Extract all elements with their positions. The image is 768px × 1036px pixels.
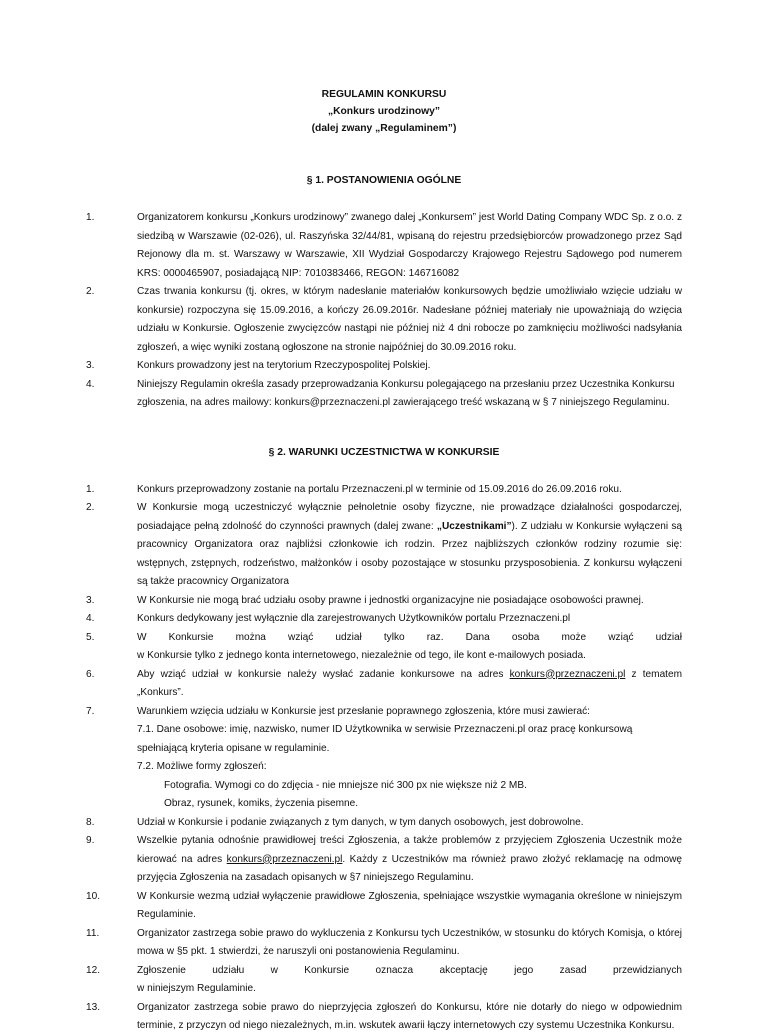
list-item	[86, 666, 682, 703]
sub-item-detail: Obraz, rysunek, komiks, życzenia pisemne.	[164, 798, 359, 809]
item-number: 3.	[86, 594, 95, 606]
item-number: 6.	[86, 668, 95, 680]
item-number: 7.	[86, 705, 95, 717]
item-text-line: Zgłoszenie udziału w Konkursie oznacza akceptację jego zasad przewidzianych	[137, 964, 682, 976]
list-item	[86, 925, 682, 962]
item-number: 4.	[86, 378, 95, 390]
title-line-1: REGULAMIN KONKURSU	[321, 89, 447, 100]
email-link[interactable]: konkurs@przeznaczeni.pl	[226, 853, 343, 865]
item-number: 11.	[86, 927, 100, 939]
section-1-heading: § 1. POSTANOWIENIA OGÓLNE	[306, 175, 462, 186]
item-text-line: w Konkursie tylko z jednego konta internetowego, niezależnie od tego, ile kont e-mailowych posiada.	[137, 650, 586, 661]
list-item	[86, 832, 682, 888]
list-item	[86, 592, 682, 611]
item-number: 10.	[86, 890, 101, 902]
section-2-heading: § 2. WARUNKI UCZESTNICTWA W KONKURSIE	[268, 446, 500, 458]
item-text: Konkurs prowadzony jest na terytorium Rzeczypospolitej Polskiej.	[137, 360, 431, 371]
section-2-list	[86, 481, 682, 1036]
sub-item: 7.2. Możliwe formy zgłoszeń:	[137, 761, 267, 772]
item-text: Niniejszy Regulamin określa zasady przeprowadzania Konkursu polegającego na przesłaniu przez Uczestnika Konkursu zgłoszenia, na adres mailowy: konkurs@przeznaczeni.pl zawierającego treść wskazaną w § 7 niniejszego Regulaminu.	[137, 378, 675, 408]
item-number: 4.	[86, 613, 95, 624]
item-number: 5.	[86, 631, 95, 643]
item-text-part: Aby wziąć udział w konkursie należy wysłać zadanie konkursowe na adres	[137, 668, 510, 680]
item-text: Konkurs dedykowany jest wyłącznie dla zarejestrowanych Użytkowników portalu Przeznaczeni.pl	[137, 613, 571, 624]
item-text-part: Wszelkie pytania odnośnie prawidłowej treści Zgłoszenia, a także problemów z przyjęciem Zgłoszenia Uczestnik może kierować na adres	[137, 835, 682, 865]
list-item	[86, 629, 682, 666]
list-item	[86, 481, 682, 500]
item-number: 1.	[86, 212, 95, 223]
section-1-list	[86, 209, 682, 413]
item-text: Organizator zastrzega sobie prawo do wykluczenia z Konkursu tych Uczestników, w stosunku do których Komisja, o której mowa w §5 pkt. 1 stwierdzi, że naruszyli oni postanowienia Regulaminu.	[137, 927, 682, 957]
title-line-3: (dalej zwany „Regulaminem”)	[311, 123, 457, 134]
sub-item: 7.1. Dane osobowe: imię, nazwisko, numer ID Użytkownika w serwisie Przeznaczeni.pl oraz pracę konkursową spełniającą kryteria opisane w regulaminie.	[137, 724, 633, 754]
item-text: W Konkursie wezmą udział wyłączenie prawidłowe Zgłoszenia, spełniające wszystkie wymagania określone w niniejszym Regulaminie.	[137, 890, 682, 920]
item-text-line: w niniejszym Regulaminie.	[137, 983, 256, 994]
item-text: Organizatorem konkursu „Konkurs urodzinowy” zwanego dalej „Konkursem” jest World Dating Company WDC Sp. z o.o. z siedzibą w Warszawie (02-026), ul. Raszyńska 32/44/81, wpisaną do rejestru przedsiębiorców prowadzonego przez Sąd Rejonowy dla m. st. Warszawy w Warszawie, XII Wydział Gospodarczy Krajowego Rejestru Sądowego pod numerem KRS: 0000465907, posiadającą NIP: 7010383466, REGON: 146716082	[137, 212, 682, 279]
list-item	[86, 962, 682, 999]
item-text-part: W Konkursie mogą uczestniczyć wyłącznie pełnoletnie osoby fizyczne, nie prowadzące działalności gospodarczej, posiadające pełną zdolność do czynności prawnych (dalej zwane:	[137, 502, 682, 532]
item-text-part: . Każdy z Uczestników ma również prawo złożyć reklamację na odmowę przyjęcia Zgłoszenia na zasadach opisanych w §7 niniejszego Regulaminu.	[137, 853, 683, 883]
item-number: 2.	[86, 502, 95, 513]
sub-item-detail: Fotografia. Wymogi co do zdjęcia - nie mniejsze nić 300 px nie większe niż 2 MB.	[164, 779, 527, 791]
list-item	[86, 499, 682, 592]
document-title	[86, 86, 682, 137]
item-text-part: ). Z udziału w Konkursie wyłączeni są pracownicy Organizatora oraz najbliżsi członkowie ich rodzin. Przez najbliższych członków rodziny rozumie się: wstępnych, zstępnych, rodzeństwo, małżonków i osoby pozostające w stosunku przysposobienia. Z konkursu wyłączeni są także pracownicy Organizatora	[137, 520, 682, 587]
item-text-part: z tematem „Konkurs”.	[137, 668, 683, 698]
item-text: Udział w Konkursie i podanie związanych z tym danych, w tym danych osobowych, jest dobrowolne.	[137, 816, 584, 828]
item-number: 12.	[86, 964, 101, 976]
list-item	[86, 283, 682, 357]
item-text: Czas trwania konkursu (tj. okres, w którym nadesłanie materiałów konkursowych będzie umożliwiało wzięcie udziału w konkursie) rozpoczyna się 15.09.2016, a kończy 26.09.2016r. Nadesłane później materiały nie upoważniają do wzięcia udziału w Konkursie. Ogłoszenie zwycięzców nastąpi nie później niż 4 dni robocze po zamknięciu możliwości nadsyłania zgłoszeń, a więc wyniki zostaną ogłoszone na stronie najpóźniej do 30.09.2016 roku.	[137, 286, 682, 353]
item-number: 2.	[86, 286, 95, 297]
list-item	[86, 999, 682, 1036]
title-line-2: „Konkurs urodzinowy”	[327, 106, 441, 117]
participants-term: „Uczestnikami”	[436, 520, 512, 532]
item-number: 9.	[86, 835, 95, 846]
list-item	[86, 209, 682, 283]
item-text: Konkurs przeprowadzony zostanie na portalu Przeznaczeni.pl w terminie od 15.09.2016 do 26.09.2016 roku.	[137, 483, 622, 495]
item-number: 1.	[86, 483, 95, 495]
list-item	[86, 703, 682, 814]
item-text: W Konkursie nie mogą brać udziału osoby prawne i jednostki organizacyjne nie posiadające osobowości prawnej.	[137, 594, 644, 606]
item-number: 13.	[86, 1001, 101, 1013]
list-item	[86, 376, 682, 413]
list-item	[86, 814, 682, 833]
item-text: Organizator zastrzega sobie prawo do nieprzyjęcia zgłoszeń do Konkursu, które nie dotarły do niego w odpowiednim terminie, z przyczyn od niego niezależnych, m.in. wskutek awarii łączy internetowych czy systemu Uczestnika Konkursu.	[137, 1001, 682, 1031]
list-item	[86, 888, 682, 925]
item-text: Warunkiem wzięcia udziału w Konkursie jest przesłanie poprawnego zgłoszenia, które musi zawierać:	[137, 705, 590, 717]
item-number: 3.	[86, 360, 95, 371]
list-item	[86, 610, 682, 629]
list-item	[86, 357, 682, 376]
item-number: 8.	[86, 816, 95, 828]
email-link[interactable]: konkurs@przeznaczeni.pl	[509, 668, 626, 680]
item-text-line: W Konkursie można wziąć udział tylko raz. Dana osoba może wziąć udział	[137, 631, 682, 643]
